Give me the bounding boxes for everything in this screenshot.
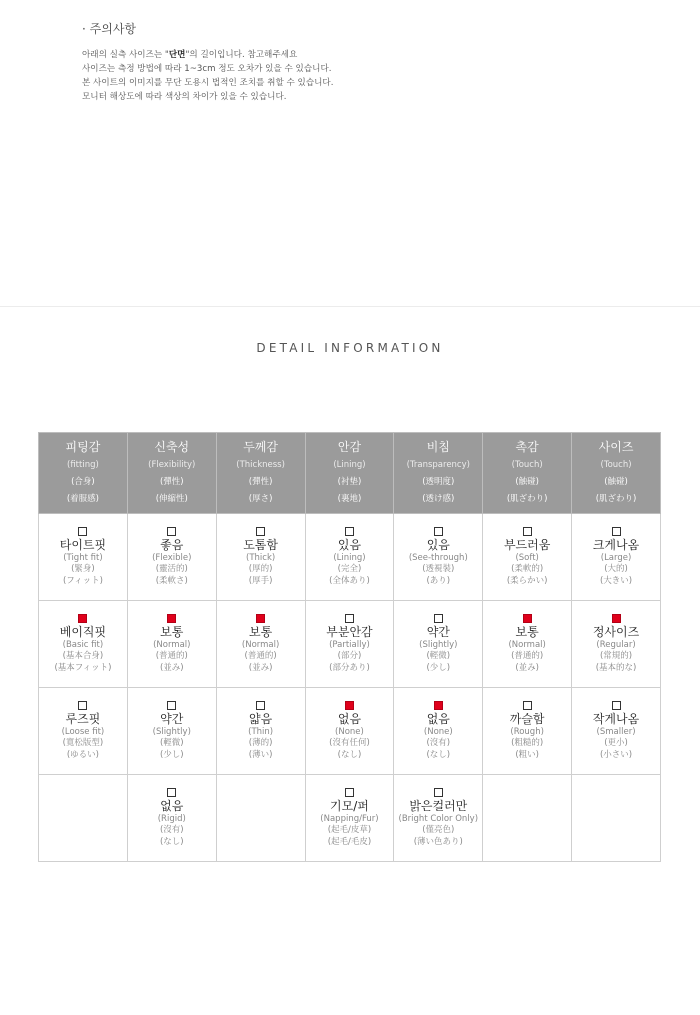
option-label-cn: (沒有)	[426, 738, 451, 749]
option-label-en: (Flexible)	[152, 552, 192, 563]
option-label-jp: (あり)	[426, 575, 451, 586]
header-label-cn: (透明度)	[422, 477, 455, 487]
header-label-en: (Thickness)	[236, 460, 285, 470]
option-label-en: (Slightly)	[419, 639, 458, 650]
option-cell	[216, 688, 305, 775]
option-label-jp: (小さい)	[599, 749, 633, 760]
empty-cell	[572, 775, 661, 862]
header-label-cn: (彈性)	[248, 477, 273, 487]
header-label-ko: 사이즈	[598, 440, 634, 454]
checked-box-icon	[345, 701, 354, 710]
checked-box-icon	[78, 614, 87, 623]
column-header	[572, 433, 661, 514]
header-label-jp: (着服感)	[66, 494, 99, 504]
option-label-ko: 약간	[160, 711, 184, 726]
option-label-jp: (基本フィット)	[54, 662, 112, 673]
header-label-ko: 안감	[337, 440, 362, 454]
header-label-jp: (肌ざわり)	[506, 494, 548, 504]
option-cell	[572, 514, 661, 601]
option-label-ko: 좋음	[160, 537, 184, 552]
header-label-cn: (衬垫)	[337, 477, 362, 487]
option-cell	[39, 688, 128, 775]
notice-line-1	[82, 48, 642, 62]
option-label-cn: (更小)	[604, 738, 628, 749]
notice-line-3: 본 사이트의 이미지를 무단 도용시 법적인 조치를 취할 수 있습니다.	[82, 78, 334, 88]
option-label-ko: 있음	[337, 537, 362, 552]
option-label-ko: 기모/퍼	[330, 798, 369, 813]
option-label-jp: (全体あり)	[329, 575, 370, 586]
option-cell	[39, 601, 128, 688]
option-label-cn: (輕微)	[159, 738, 184, 749]
notice-line-2: 사이즈는 측정 방법에 따라 1~3cm 정도 오차가 있을 수 있습니다.	[82, 64, 332, 74]
header-label-ko: 신축성	[154, 440, 190, 454]
unchecked-box-icon	[167, 701, 176, 710]
option-cell	[305, 688, 394, 775]
header-label-ko: 두께감	[243, 440, 278, 454]
unchecked-box-icon	[345, 788, 354, 797]
option-label-ko: 까슬함	[509, 711, 545, 726]
option-label-cn: (普通的)	[511, 651, 544, 662]
header-row	[39, 433, 661, 514]
option-label-jp: (薄い)	[248, 749, 273, 760]
checked-box-icon	[523, 614, 532, 623]
option-label-en: (See-through)	[408, 552, 468, 563]
checked-box-icon	[167, 614, 176, 623]
option-label-cn: (透視裝)	[422, 564, 455, 575]
column-header	[305, 433, 394, 514]
option-cell	[483, 688, 572, 775]
option-label-jp: (少し)	[426, 662, 451, 673]
table-row	[39, 688, 661, 775]
option-label-ko: 얇음	[249, 711, 273, 726]
unchecked-box-icon	[434, 614, 443, 623]
option-label-en: (Rigid)	[157, 813, 186, 824]
option-label-ko: 베이직핏	[59, 624, 107, 639]
option-label-en: (Rough)	[510, 726, 544, 737]
option-label-ko: 없음	[160, 798, 184, 813]
option-label-ko: 작게나옴	[592, 711, 640, 726]
header-label-ko: 촉감	[515, 440, 539, 454]
option-label-ko: 크게나옴	[592, 537, 640, 552]
empty-cell	[483, 775, 572, 862]
header-label-cn: (合身)	[71, 477, 95, 487]
column-header	[483, 433, 572, 514]
option-label-cn: (大的)	[604, 564, 628, 575]
option-label-jp: (起毛/毛皮)	[327, 836, 372, 847]
option-label-cn: (粗糙的)	[511, 738, 544, 749]
option-label-jp: (なし)	[337, 749, 362, 760]
option-cell	[394, 514, 483, 601]
header-label-jp: (伸縮性)	[155, 494, 188, 504]
option-label-en: (Loose fit)	[61, 726, 105, 737]
option-label-cn: (輕微)	[426, 651, 451, 662]
option-label-ko: 타이트핏	[59, 537, 107, 552]
unchecked-box-icon	[523, 527, 532, 536]
option-label-jp: (大きい)	[599, 575, 633, 586]
checked-box-icon	[434, 701, 443, 710]
option-label-ko: 없음	[426, 711, 450, 726]
empty-cell	[216, 775, 305, 862]
option-label-en: (Slightly)	[152, 726, 191, 737]
option-cell	[394, 775, 483, 862]
option-cell	[216, 601, 305, 688]
unchecked-box-icon	[345, 614, 354, 623]
option-label-en: (Napping/Fur)	[320, 813, 379, 824]
section-divider	[0, 306, 700, 307]
unchecked-box-icon	[78, 527, 87, 536]
header-label-en: (Touch)	[600, 460, 632, 470]
unchecked-box-icon	[612, 701, 621, 710]
option-label-jp: (ゆるい)	[66, 749, 99, 760]
detail-information-title: DETAIL INFORMATION	[256, 341, 444, 355]
header-label-jp: (肌ざわり)	[595, 494, 637, 504]
table-row	[39, 601, 661, 688]
option-label-cn: (薄的)	[248, 738, 273, 749]
option-label-cn: (柔軟的)	[511, 564, 544, 575]
option-label-ko: 부드러움	[503, 537, 551, 552]
option-label-en: (Normal)	[508, 639, 546, 650]
option-label-cn: (部分)	[337, 651, 362, 662]
unchecked-box-icon	[256, 701, 265, 710]
option-label-ko: 없음	[337, 711, 362, 726]
option-label-jp: (なし)	[159, 836, 184, 847]
option-label-en: (Thin)	[248, 726, 274, 737]
empty-cell	[39, 775, 128, 862]
option-label-en: (Large)	[600, 552, 632, 563]
option-label-jp: (厚手)	[248, 575, 273, 586]
notice-section	[82, 20, 642, 104]
header-label-en: (Lining)	[333, 460, 366, 470]
column-header	[216, 433, 305, 514]
unchecked-box-icon	[612, 527, 621, 536]
option-label-en: (Regular)	[596, 639, 636, 650]
option-cell	[127, 514, 216, 601]
option-label-cn: (普通的)	[244, 651, 277, 662]
option-cell	[127, 775, 216, 862]
option-label-cn: (常規的)	[599, 651, 633, 662]
option-cell	[127, 601, 216, 688]
option-label-jp: (柔軟さ)	[155, 575, 188, 586]
option-label-en: (Basic fit)	[62, 639, 104, 650]
option-label-cn: (寬松版型)	[62, 738, 104, 749]
notice-line-1-post: "의 길이입니다. 참고해주세요	[185, 50, 298, 60]
option-cell	[394, 601, 483, 688]
option-label-cn: (起毛/皮草)	[327, 825, 372, 836]
option-cell	[305, 514, 394, 601]
unchecked-box-icon	[523, 701, 532, 710]
header-label-cn: (触碰)	[515, 477, 539, 487]
option-label-jp: (部分あり)	[329, 662, 370, 673]
option-label-jp: (基本的な)	[595, 662, 637, 673]
option-label-en: (None)	[423, 726, 453, 737]
option-label-ko: 밝은컬러만	[409, 798, 468, 813]
option-label-en: (Smaller)	[596, 726, 636, 737]
notice-line-1-pre: 아래의 실측 사이즈는 "	[82, 50, 169, 60]
notice-title: · 주의사항	[82, 22, 136, 36]
header-label-cn: (触碰)	[604, 477, 628, 487]
notice-line-4: 모니터 해상도에 따라 색상의 차이가 있을 수 있습니다.	[82, 92, 287, 102]
option-label-ko: 보통	[249, 624, 273, 639]
unchecked-box-icon	[167, 788, 176, 797]
header-label-en: (fitting)	[67, 460, 99, 470]
header-label-jp: (厚さ)	[248, 494, 273, 504]
option-label-en: (Soft)	[515, 552, 539, 563]
option-cell	[127, 688, 216, 775]
detail-information-table	[38, 432, 661, 862]
option-label-ko: 있음	[426, 537, 450, 552]
checked-box-icon	[256, 614, 265, 623]
option-cell	[572, 601, 661, 688]
table-body	[39, 514, 661, 862]
option-label-en: (Partially)	[329, 639, 370, 650]
option-label-jp: (並み)	[248, 662, 273, 673]
option-label-cn: (厚的)	[248, 564, 273, 575]
option-cell	[483, 514, 572, 601]
unchecked-box-icon	[78, 701, 87, 710]
option-label-ko: 보통	[515, 624, 539, 639]
option-label-jp: (並み)	[159, 662, 184, 673]
column-header	[394, 433, 483, 514]
unchecked-box-icon	[256, 527, 265, 536]
option-label-jp: (柔らかい)	[506, 575, 548, 586]
option-cell	[394, 688, 483, 775]
option-label-ko: 보통	[160, 624, 184, 639]
option-label-cn: (靈活的)	[155, 564, 188, 575]
option-label-jp: (粗い)	[515, 749, 539, 760]
table-row	[39, 514, 661, 601]
option-cell	[305, 775, 394, 862]
unchecked-box-icon	[167, 527, 176, 536]
header-label-jp: (裏地)	[337, 494, 362, 504]
option-label-jp: (少し)	[159, 749, 184, 760]
option-label-en: (Lining)	[333, 552, 366, 563]
table-row	[39, 775, 661, 862]
option-label-en: (Thick)	[246, 552, 276, 563]
option-label-cn: (基本合身)	[62, 651, 104, 662]
option-cell	[216, 514, 305, 601]
option-label-cn: (僅亮色)	[422, 825, 455, 836]
checked-box-icon	[612, 614, 621, 623]
option-label-ko: 정사이즈	[592, 624, 640, 639]
option-label-cn: (緊身)	[71, 564, 95, 575]
option-label-cn: (沒有)	[159, 825, 184, 836]
option-label-en: (Normal)	[153, 639, 191, 650]
header-label-en: (Touch)	[511, 460, 543, 470]
unchecked-box-icon	[434, 527, 443, 536]
option-label-en: (Bright Color Only)	[398, 813, 479, 824]
header-label-ko: 피팅감	[65, 440, 101, 454]
option-label-jp: (並み)	[515, 662, 539, 673]
option-label-cn: (普通的)	[155, 651, 188, 662]
option-label-ko: 부분안감	[326, 624, 373, 639]
option-label-cn: (沒有任何)	[329, 738, 370, 749]
column-header	[39, 433, 128, 514]
header-label-jp: (透け感)	[422, 494, 455, 504]
option-label-en: (Normal)	[241, 639, 280, 650]
column-header	[127, 433, 216, 514]
option-label-ko: 도톰함	[243, 537, 278, 552]
option-cell	[305, 601, 394, 688]
header-label-cn: (彈性)	[159, 477, 184, 487]
option-label-jp: (薄い色あり)	[413, 836, 463, 847]
option-label-cn: (完全)	[337, 564, 362, 575]
option-label-ko: 약간	[426, 624, 450, 639]
option-label-en: (None)	[335, 726, 364, 737]
option-cell	[483, 601, 572, 688]
header-label-ko: 비침	[426, 440, 450, 454]
option-cell	[39, 514, 128, 601]
header-label-en: (Transparency)	[406, 460, 470, 470]
option-label-jp: (なし)	[426, 749, 451, 760]
unchecked-box-icon	[434, 788, 443, 797]
unchecked-box-icon	[345, 527, 354, 536]
option-label-en: (Tight fit)	[63, 552, 103, 563]
option-label-jp: (フィット)	[62, 575, 103, 586]
option-cell	[572, 688, 661, 775]
option-label-ko: 루즈핏	[65, 711, 101, 726]
header-label-en: (Flexibility)	[148, 460, 196, 470]
notice-line-1-bold: 단면	[168, 50, 186, 60]
